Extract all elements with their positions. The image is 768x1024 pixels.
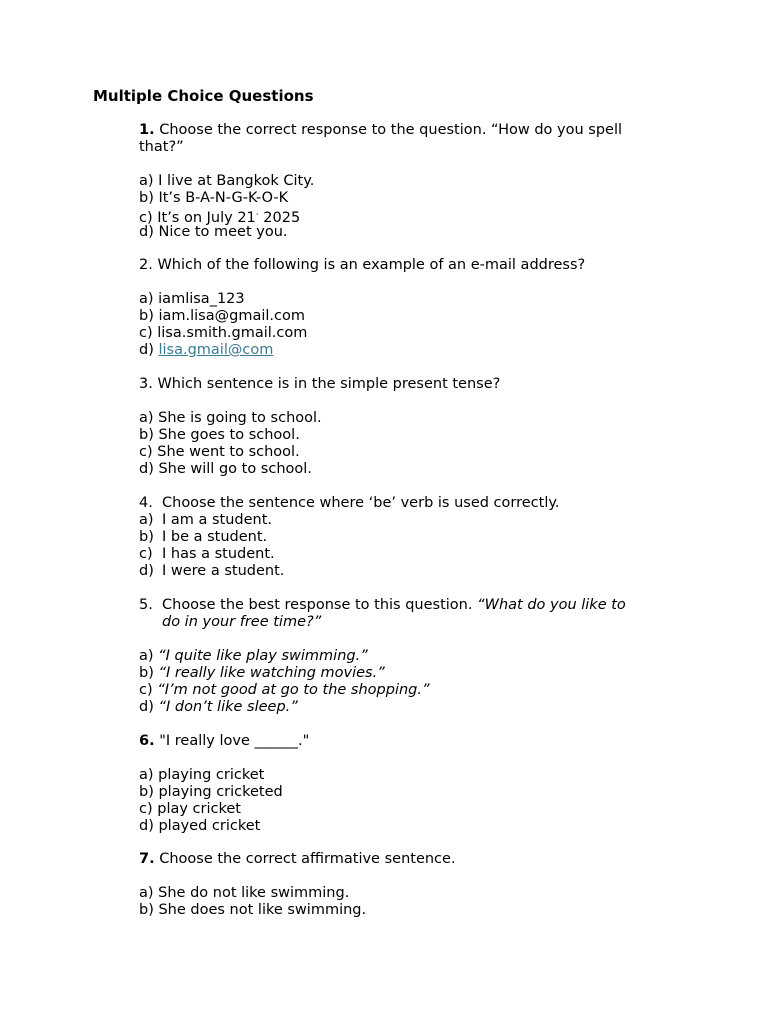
date-separator: · [255, 210, 259, 220]
question-3-option-d: d) She will go to school. [139, 461, 312, 477]
question-1 [139, 122, 679, 241]
question-1-option-b: b) It’s B-A-N-G-K-O-K [139, 190, 289, 206]
page-title: Multiple Choice Questions [93, 87, 314, 105]
question-7-option-a: a) She do not like swimming. [139, 885, 350, 901]
question-4 [139, 495, 679, 580]
question-3 [139, 376, 679, 478]
question-6-prompt: "I really love ______." [154, 733, 310, 749]
question-1-option-c: c) It’s on July 21· 2025 [139, 210, 301, 226]
question-5-option-d: d) “I don’t like sleep.” [139, 699, 298, 715]
question-1-prompt-cont: that?” [139, 139, 184, 155]
question-7 [139, 851, 679, 919]
question-2-option-d: d) lisa.gmail@com [139, 342, 274, 358]
question-3-text: 3. Which sentence is in the simple present tense? [139, 376, 501, 392]
question-5-text [139, 597, 679, 614]
question-4-option-c: c) I has a student. [139, 546, 275, 562]
question-6-option-c: c) play cricket [139, 801, 241, 817]
question-2-option-b: b) iam.lisa@gmail.com [139, 308, 305, 324]
question-6-option-a: a) playing cricket [139, 767, 265, 783]
question-5-quote-cont: do in your free time?” [162, 614, 322, 630]
question-7-number: 7. [139, 851, 155, 867]
question-5-quote: “What do you like to [477, 597, 626, 613]
question-3-option-b: b) She goes to school. [139, 427, 300, 443]
question-2 [139, 257, 679, 359]
question-4-prompt: Choose the sentence where ‘be’ verb is used correctly. [162, 495, 560, 511]
question-7-text [139, 851, 679, 868]
question-7-option-b: b) She does not like swimming. [139, 902, 367, 918]
question-3-option-c: c) She went to school. [139, 444, 300, 460]
question-6-option-d: d) played cricket [139, 818, 261, 834]
question-1-number: 1. [139, 122, 155, 138]
question-5-prompt: Choose the best response to this question. [162, 597, 478, 613]
question-2-option-a: a) iamlisa_123 [139, 291, 245, 307]
question-1-option-d: d) Nice to meet you. [139, 224, 288, 240]
question-5-option-c: c) “I’m not good at go to the shopping.” [139, 682, 430, 698]
question-2-option-c: c) lisa.smith.gmail.com [139, 325, 308, 341]
question-7-prompt: Choose the correct affirmative sentence. [154, 851, 456, 867]
question-5 [139, 597, 679, 716]
question-6-option-b: b) playing cricketed [139, 784, 283, 800]
question-4-text [139, 495, 679, 512]
question-1-option-a: a) I live at Bangkok City. [139, 173, 315, 189]
question-5-number: 5. [139, 597, 153, 613]
question-5-option-a: a) “I quite like play swimming.” [139, 648, 368, 664]
question-1-prompt: Choose the correct response to the question. “How do you spell [159, 122, 623, 138]
question-6 [139, 733, 679, 835]
question-4-option-b: b) I be a student. [139, 529, 268, 545]
question-4-number: 4. [139, 495, 153, 511]
question-4-option-a: a) I am a student. [139, 512, 273, 528]
email-link[interactable]: lisa.gmail@com [158, 342, 274, 358]
question-3-option-a: a) She is going to school. [139, 410, 322, 426]
question-2-text: 2. Which of the following is an example of an e-mail address? [139, 257, 586, 273]
question-5-option-b: b) “I really like watching movies.” [139, 665, 385, 681]
question-1-text [139, 122, 679, 139]
question-4-option-d: d) I were a student. [139, 563, 285, 579]
question-6-text [139, 733, 679, 750]
question-6-number: 6. [139, 733, 155, 749]
